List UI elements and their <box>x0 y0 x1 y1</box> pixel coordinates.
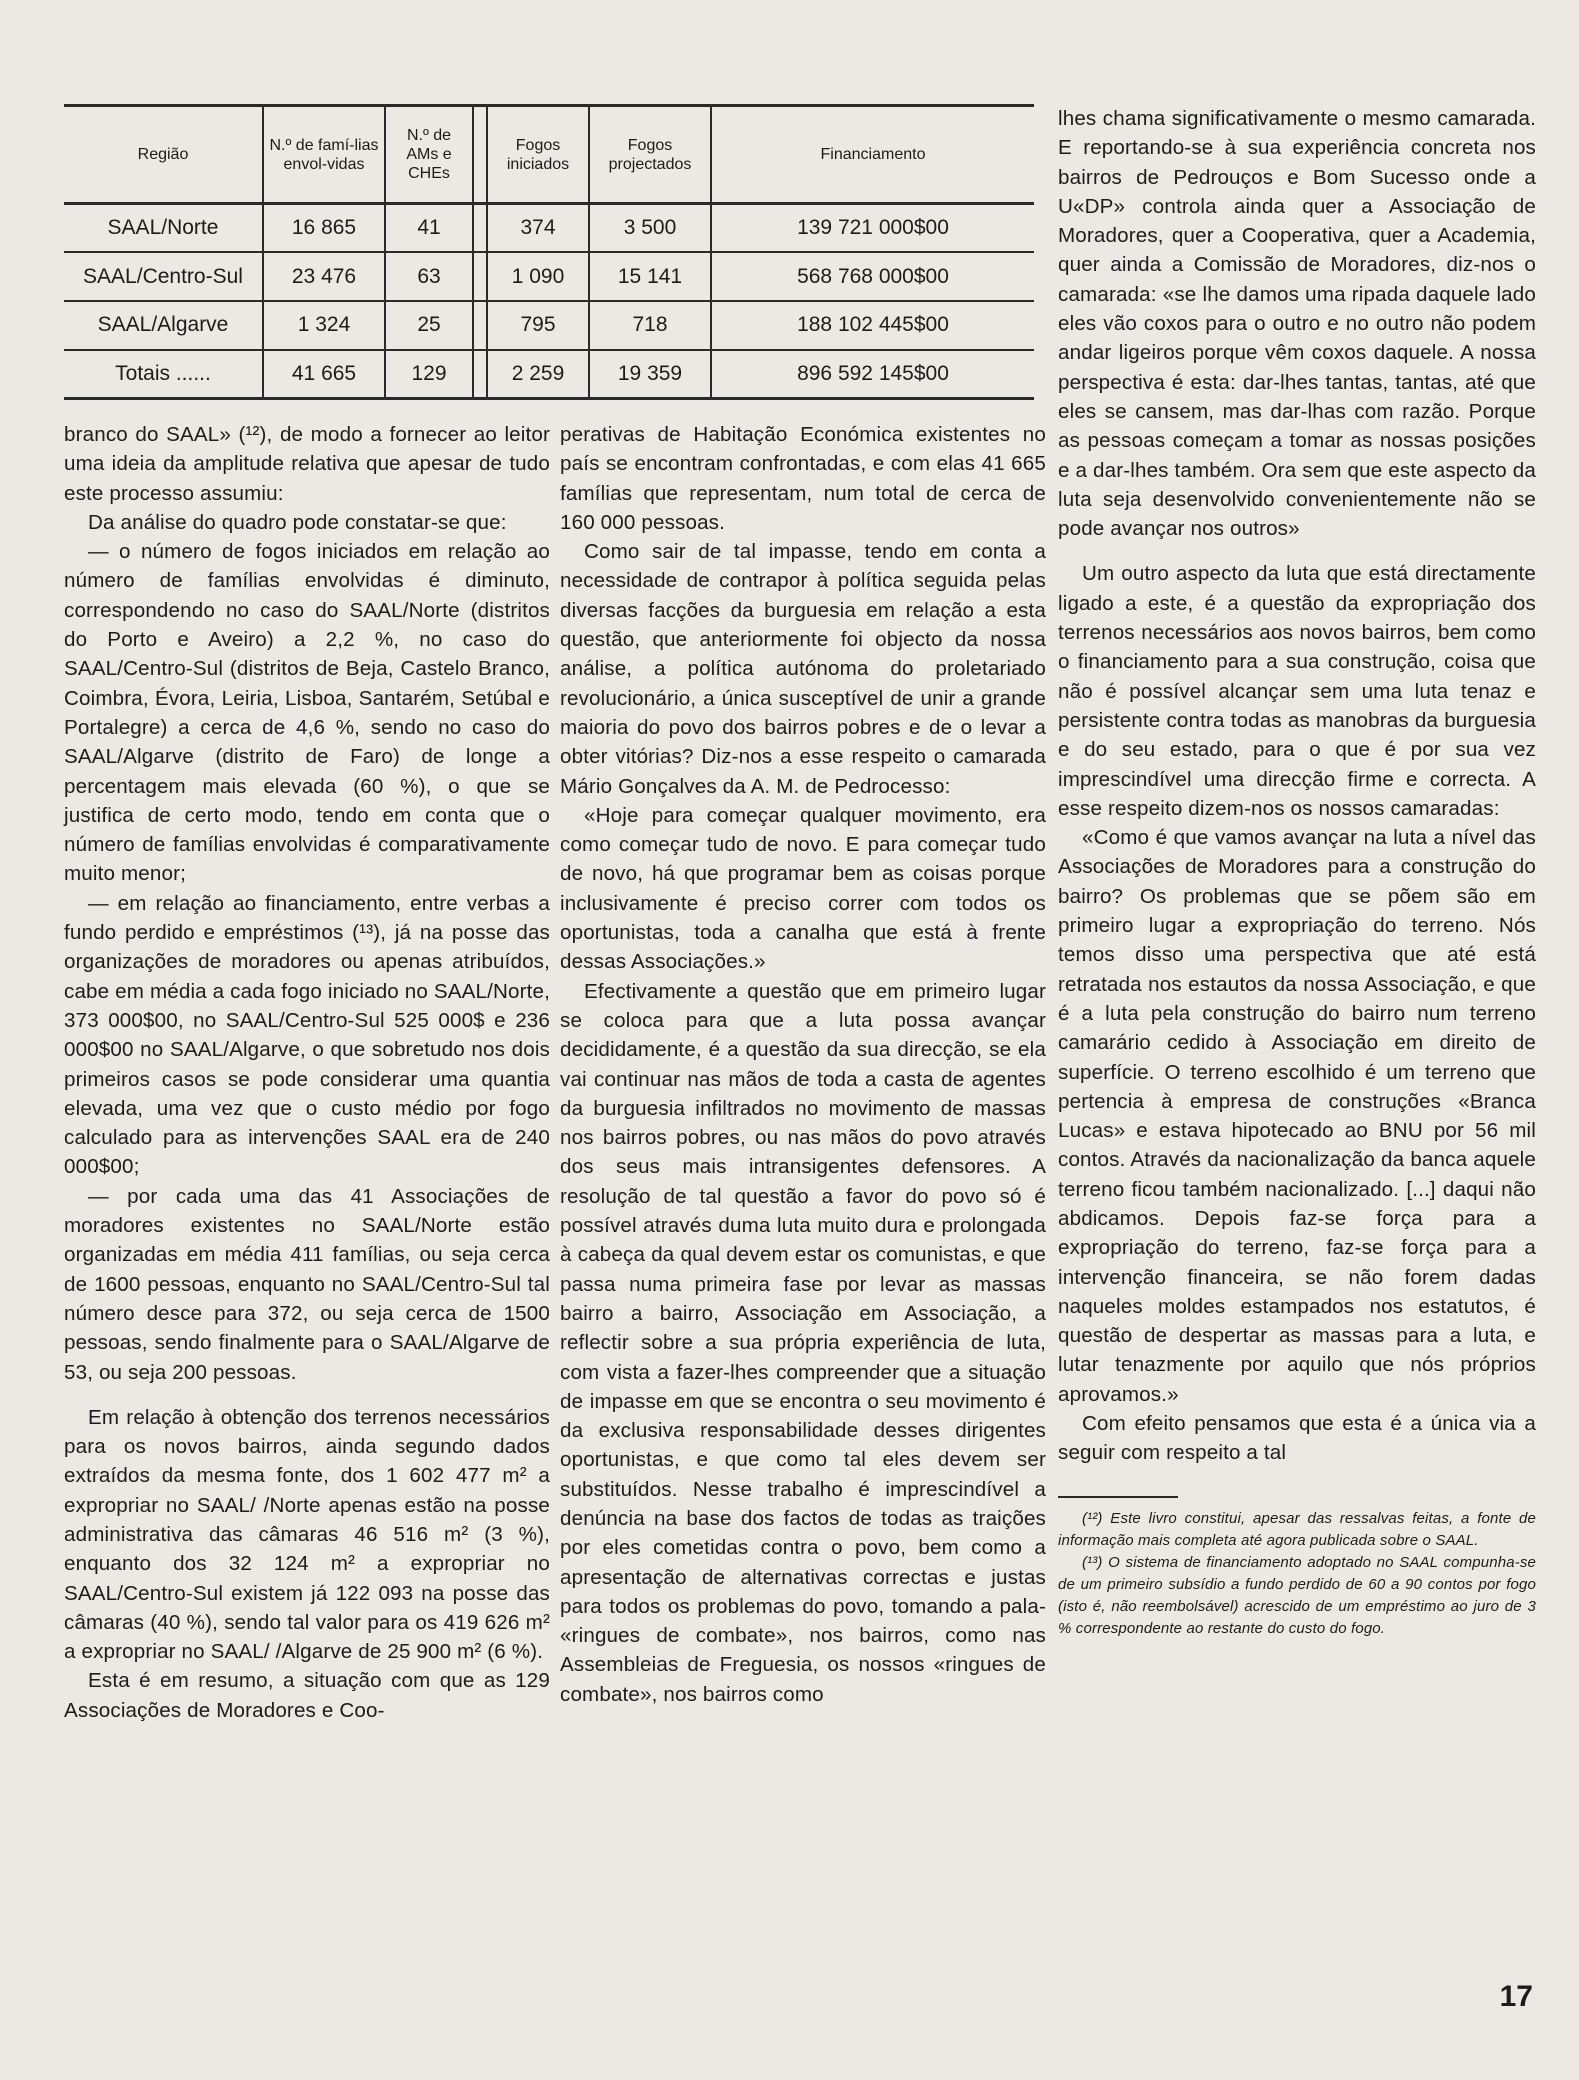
table-row <box>64 301 1034 350</box>
paragraph: Um outro aspecto da luta que está directamente ligado a este, é a questão da expropriação dos terrenos necessários aos novos bairros, bem como o financiamento para a sua construção, coisa que não é possível alcançar sem uma luta tenaz e persistente contra todas as manobras da burguesia e do seu estado, para o que é por sua vez imprescindível uma direcção firme e correcta. A esse respeito dizem-nos os nossos camaradas: <box>1058 562 1536 820</box>
paragraph: branco do SAAL» (¹²), de modo a fornecer ao leitor uma ideia da amplitude relativa que apesar de tudo este processo assumiu: <box>64 423 550 505</box>
cell-ams: 63 <box>385 252 473 301</box>
cell-regiao: SAAL/Centro-Sul <box>64 252 263 301</box>
cell-financiamento: 896 592 145$00 <box>711 350 1034 399</box>
paragraph: Efectivamente a questão que em primeiro lugar se coloca para que a luta possa avançar decididamente, é a questão da sua direcção, se ela vai continuar nas mãos de toda a casta de agentes da burguesia infiltrados no movimento de massas nos bairros pobres, ou nas mãos do povo através dos seus mais intransigentes defensores. A resolução de tal questão a favor do povo só é possível através duma luta muito dura e prolongada à cabeça da qual devem estar os comunistas, e que passa numa primeira fase por levar as massas bairro a bairro, Associação em Associação, a reflectir sobre a sua própria experiência de luta, com vista a fazer-lhes compreender que a situação de impasse em que se encontra o seu movimento é da exclusiva responsabilidade desses dirigentes oportunistas, e que como tal eles devem ser substituídos. Nesse trabalho é imprescindível a denúncia na base dos factos de todas as traições por eles cometidas contra o povo, bem como a apresentação de alternativas correctas e justas para todos os problemas do povo, tomando a pala- «ringues de combate», nos bairros, como nas Assembleias de Freguesia, os nossos «ringues de combate», nos bairros como <box>560 979 1046 1706</box>
saal-summary-table <box>64 104 1034 400</box>
paragraph: Em relação à obtenção dos terrenos necessários para os novos bairros, ainda segundo dados extraídos da mesma fonte, dos 1 602 477 m² a expropriar no SAAL/ /Norte apenas estão na posse administrativa das câmaras 46 516 m² (3 %), enquanto dos 32 124 m² a expropriar no SAAL/Centro-Sul existem já 122 093 na posse das câmaras (40 %), sendo tal valor para os 419 626 m² a expropriar no SAAL/ /Algarve de 25 900 m² (6 %). <box>64 1405 550 1664</box>
table-gap <box>473 350 487 399</box>
paragraph: — por cada uma das 41 Associações de moradores existentes no SAAL/Norte estão organizadas em média 411 famílias, ou seja cerca de 1600 pessoas, enquanto no SAAL/Centro-Sul tal número desce para 372, ou seja cerca de 1500 pessoas, sendo finalmente para o SAAL/Algarve de 53, ou seja 200 pessoas. <box>64 1184 550 1384</box>
table-gap <box>473 301 487 350</box>
cell-financiamento: 568 768 000$00 <box>711 252 1034 301</box>
cell-financiamento: 139 721 000$00 <box>711 204 1034 253</box>
cell-financiamento: 188 102 445$00 <box>711 301 1034 350</box>
header-familias: N.º de famí-lias envol-vidas <box>263 106 385 204</box>
table-gap <box>473 106 487 204</box>
table-gap <box>473 204 487 253</box>
financing-table-container <box>64 104 1034 400</box>
table-header-row <box>64 106 1034 204</box>
paragraph: Com efeito pensamos que esta é a única via a seguir com respeito a tal <box>1058 1412 1536 1465</box>
cell-familias: 41 665 <box>263 350 385 399</box>
paragraph: — o número de fogos iniciados em relação ao número de famílias envolvidas é diminuto, correspondendo no caso do SAAL/Norte (distritos do Porto e Aveiro) a 2,2 %, no caso do SAAL/Centro-Sul (distritos de Beja, Castelo Branco, Coimbra, Évora, Leiria, Lisboa, Santarém, Setúbal e Portalegre) a cerca de 4,6 %, sendo no caso do SAAL/Algarve (distrito de Faro) de longe a percentagem mais elevada (60 %), o que se justifica de certo modo, tendo em conta que o número de famílias envolvidas é comparativamente muito menor; <box>64 540 550 886</box>
cell-regiao: Totais ...... <box>64 350 263 399</box>
footnote-12: (¹²) Este livro constitui, apesar das ressalvas feitas, a fonte de informação mais completa até agora publicada sobre o SAAL. <box>1058 1509 1536 1549</box>
cell-iniciados: 2 259 <box>487 350 589 399</box>
cell-ams: 129 <box>385 350 473 399</box>
paragraph: lhes chama significativamente o mesmo camarada. E reportando-se à sua experiência concreta nos bairros de Pedrouços e Bom Sucesso onde a U«DP» controla ainda quer a Associação de Moradores, quer a Cooperativa, quer a Academia, quer ainda a Comissão de Moradores, diz-nos o camarada: «se lhe damos uma ripada daquele lado eles vão coxos para o outro e no outro não podem andar ligeiros porque vêm coxos daquele. A nossa perspectiva é esta: dar-lhes tantas, tantas, até que eles se cansem, mas dar-lhas com razão. Porque as pessoas começam a tomar as nossas posições e a dar-lhes também. Ora sem que este aspecto da luta seja desenvolvido convenientemente não se pode avançar nos outros» <box>1058 107 1536 541</box>
header-financiamento: Financiamento <box>711 106 1034 204</box>
paragraph: Como sair de tal impasse, tendo em conta a necessidade de contrapor à política seguida pelas diversas facções da burguesia em relação a esta questão, que anteriormente foi objecto da nossa análise, a política autónoma do proletariado revolucionário, a única susceptível de unir a grande maioria do povo dos bairros pobres e de o levar a obter vitórias? Diz-nos a esse respeito o camarada Mário Gonçalves da A. M. de Pedrocesso: <box>560 540 1046 798</box>
header-iniciados: Fogos iniciados <box>487 106 589 204</box>
header-ams: N.º de AMs e CHEs <box>385 106 473 204</box>
footnotes <box>1058 1508 1536 1640</box>
cell-familias: 23 476 <box>263 252 385 301</box>
header-regiao: Região <box>64 106 263 204</box>
paragraph: Esta é em resumo, a situação com que as 129 Associações de Moradores e Coo- <box>64 1669 550 1722</box>
cell-familias: 1 324 <box>263 301 385 350</box>
table-row <box>64 252 1034 301</box>
page-number: 17 <box>1499 1980 1533 2013</box>
cell-iniciados: 795 <box>487 301 589 350</box>
header-projectados: Fogos projectados <box>589 106 711 204</box>
cell-projectados: 718 <box>589 301 711 350</box>
cell-projectados: 19 359 <box>589 350 711 399</box>
paragraph: perativas de Habitação Económica existentes no país se encontram confrontadas, e com elas 41 665 famílias que representam, num total de cerca de 160 000 pessoas. <box>560 423 1046 534</box>
cell-projectados: 15 141 <box>589 252 711 301</box>
text-column-middle <box>560 420 1046 1709</box>
cell-iniciados: 374 <box>487 204 589 253</box>
footnote-divider <box>1058 1496 1178 1498</box>
cell-regiao: SAAL/Algarve <box>64 301 263 350</box>
text-column-right <box>1058 104 1536 1640</box>
cell-ams: 41 <box>385 204 473 253</box>
paragraph: Da análise do quadro pode constatar-se que: <box>88 510 507 534</box>
cell-familias: 16 865 <box>263 204 385 253</box>
quote-paragraph: «Como é que vamos avançar na luta a nível das Associações de Moradores para a construção do bairro? Os problemas que se põem são em primeiro lugar a expropriação do terreno. Nós temos disso uma perspectiva que até está retratada nos estautos da nossa Associação, e que é a luta pela construção do bairro num terreno camarário cedido à Associação em direito de superfície. O terreno escolhido é um terreno que pertencia à empresa de construções «Branca Lucas» e estava hipotecado ao BNU por 56 mil contos. Através da nacionalização da banca aquele terreno ficou também nacionalizado. [...] daqui não abdicamos. Depois faz-se força para a expropriação do terreno, faz-se força para a intervenção financeira, se não forem dadas naqueles moldes estampados nos estatutos, é questão de despertar as massas para a luta, e lutar tenazmente por aquilo que nós próprios aprovamos.» <box>1058 826 1536 1406</box>
table-total-row <box>64 350 1034 399</box>
cell-projectados: 3 500 <box>589 204 711 253</box>
text-column-left <box>64 420 550 1725</box>
cell-iniciados: 1 090 <box>487 252 589 301</box>
table-gap <box>473 252 487 301</box>
table-row <box>64 204 1034 253</box>
quote-paragraph: «Hoje para começar qualquer movimento, era como começar tudo de novo. E para começar tudo de novo, há que programar bem as coisas porque inclusivamente é preciso correr com todos os oportunistas, toda a canalha que está à frente dessas Associações.» <box>560 803 1046 974</box>
footnote-13: (¹³) O sistema de financiamento adoptado no SAAL compunha-se de um primeiro subsídio a fundo perdido de 60 a 90 contos por fogo (isto é, não reembolsável) acrescido de um empréstimo ao juro de 3 % correspondente ao restante do custo do fogo. <box>1058 1553 1536 1637</box>
cell-regiao: SAAL/Norte <box>64 204 263 253</box>
cell-ams: 25 <box>385 301 473 350</box>
paragraph: — em relação ao financiamento, entre verbas a fundo perdido e empréstimos (¹³), já na posse das organizações de moradores ou apenas atribuídos, cabe em média a cada fogo iniciado no SAAL/Norte, 373 000$00, no SAAL/Centro-Sul 525 000$ e 236 000$00 no SAAL/Algarve, o que sobretudo nos dois primeiros casos se pode considerar uma quantia elevada, uma vez que o custo médio por fogo calculado para as intervenções SAAL era de 240 000$00; <box>64 891 550 1179</box>
